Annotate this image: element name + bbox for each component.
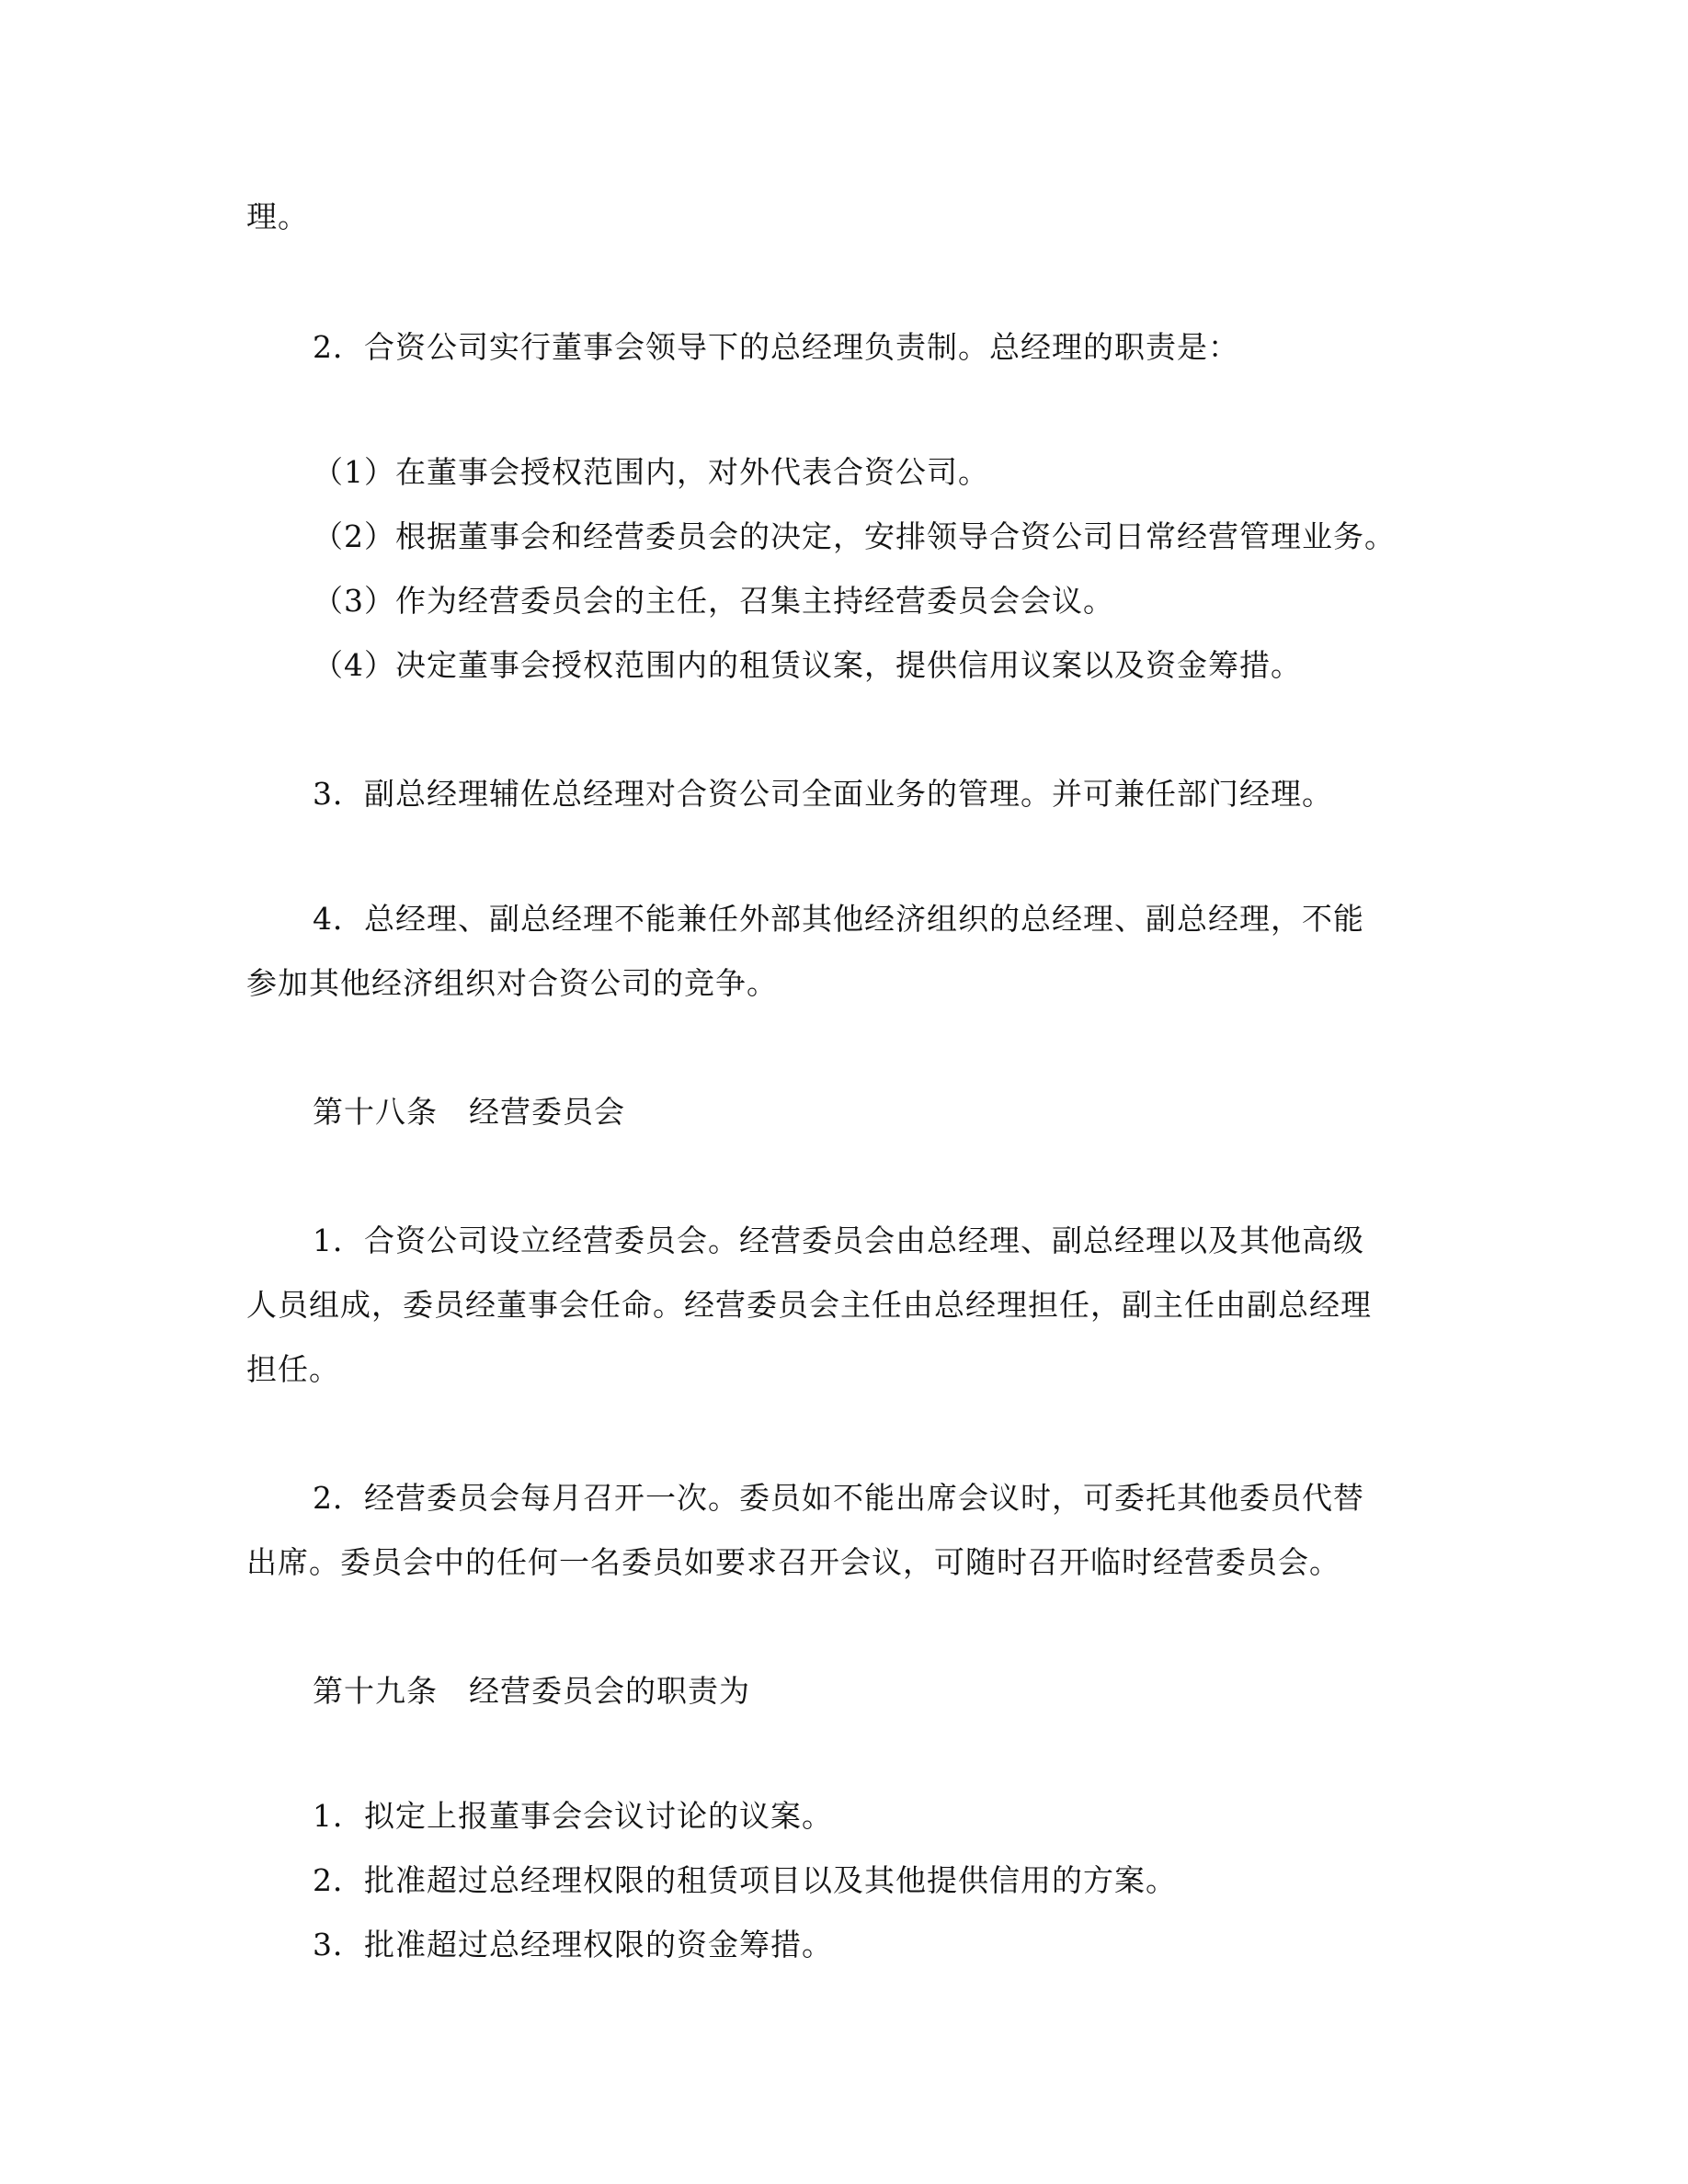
paragraph-line: 参加其他经济组织对合资公司的竞争。 (246, 965, 778, 1001)
paragraph-line: 担任。 (246, 1351, 340, 1387)
paragraph-line: 理。 (246, 199, 309, 234)
paragraph-line: 3．副总经理辅佐总经理对合资公司全面业务的管理。并可兼任部门经理。 (313, 776, 1333, 812)
paragraph-line: 2．合资公司实行董事会领导下的总经理负责制。总经理的职责是： (313, 329, 1239, 365)
article-heading: 第十八条 经营委员会 (313, 1094, 625, 1130)
list-item: 1．拟定上报董事会会议讨论的议案。 (313, 1798, 833, 1834)
list-item: （1）在董事会授权范围内，对外代表合资公司。 (313, 454, 989, 490)
paragraph-line: 人员组成，委员经董事会任命。经营委员会主任由总经理担任，副主任由副总经理 (246, 1287, 1372, 1323)
paragraph-line: 4．总经理、副总经理不能兼任外部其他经济组织的总经理、副总经理，不能 (313, 901, 1364, 937)
list-item: 3．批准超过总经理权限的资金筹措。 (313, 1927, 833, 1962)
list-item: 2．批准超过总经理权限的租赁项目以及其他提供信用的方案。 (313, 1862, 1177, 1898)
paragraph-line: 2．经营委员会每月召开一次。委员如不能出席会议时，可委托其他委员代替 (313, 1480, 1364, 1516)
list-item: （3）作为经营委员会的主任，召集主持经营委员会会议。 (313, 583, 1114, 619)
paragraph-line: 出席。委员会中的任何一名委员如要求召开会议，可随时召开临时经营委员会。 (246, 1544, 1340, 1580)
paragraph-line: 1．合资公司设立经营委员会。经营委员会由总经理、副总经理以及其他高级 (313, 1223, 1364, 1258)
list-item: （4）决定董事会授权范围内的租赁议案，提供信用议案以及资金筹措。 (313, 647, 1302, 683)
list-item: （2）根据董事会和经营委员会的决定，安排领导合资公司日常经营管理业务。 (313, 518, 1396, 554)
article-heading: 第十九条 经营委员会的职责为 (313, 1673, 750, 1709)
